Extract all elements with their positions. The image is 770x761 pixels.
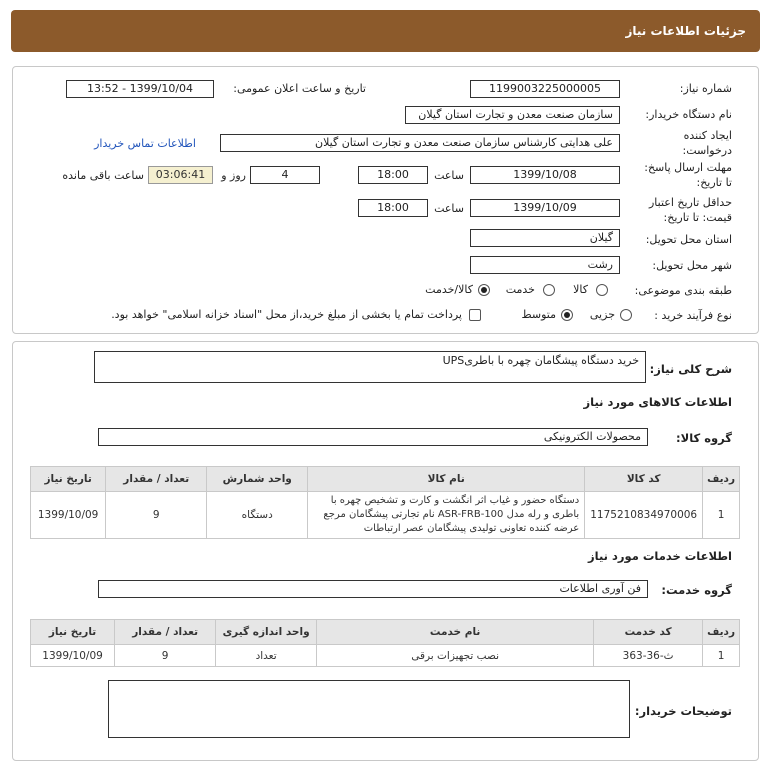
city-field: رشت [470, 256, 620, 274]
goods-table [30, 466, 740, 539]
services-cell-code: ث-36-363 [594, 645, 703, 667]
goods-cell-qty: 9 [106, 492, 207, 539]
reply-date-field: 1399/10/08 [470, 166, 620, 184]
creator-field: علی هدایتی کارشناس سازمان صنعت معدن و تجارت استان گیلان [220, 134, 620, 152]
services-col-row: ردیف [703, 620, 740, 645]
province-field: گیلان [470, 229, 620, 247]
services-cell-row: 1 [703, 645, 740, 667]
category-option-goods: کالا [573, 283, 588, 296]
treasury-payment-checkbox[interactable] [469, 309, 481, 321]
services-group-label: گروه خدمت: [661, 583, 732, 597]
services-col-unit: واحد اندازه گیری [216, 620, 317, 645]
services-group-field: فن آوری اطلاعات [98, 580, 648, 598]
validity-label-2: قیمت: تا تاریخ: [663, 211, 732, 224]
goods-col-date: تاریخ نیاز [31, 467, 106, 492]
city-label: شهر محل تحویل: [652, 259, 732, 272]
process-radio-medium[interactable] [561, 309, 573, 321]
category-radio-goods-service[interactable] [478, 284, 490, 296]
category-radio-service[interactable] [543, 284, 555, 296]
goods-cell-date: 1399/10/09 [31, 492, 106, 539]
days-label: روز و [221, 169, 246, 182]
remaining-time-field: 03:06:41 [148, 166, 213, 184]
summary-label: شرح کلی نیاز: [649, 362, 732, 376]
page-title: جزئیات اطلاعات نیاز [11, 10, 760, 52]
services-col-name: نام خدمت [317, 620, 594, 645]
process-radio-minor[interactable] [620, 309, 632, 321]
treasury-payment-note: پرداخت تمام یا بخشی از مبلغ خرید،از محل "اسناد خزانه اسلامی" خواهد بود. [111, 308, 462, 321]
services-col-code: کد خدمت [594, 620, 703, 645]
category-option-service: خدمت [505, 283, 535, 296]
buyer-contact-link[interactable]: اطلاعات تماس خریدار [94, 137, 196, 150]
goods-cell-row: 1 [703, 492, 740, 539]
validity-time-field: 18:00 [358, 199, 428, 217]
category-option-goods-service: کالا/خدمت [425, 283, 473, 296]
table-row [31, 492, 740, 539]
table-row [31, 645, 740, 667]
buyer-notes-label: توضیحات خریدار: [634, 704, 732, 718]
need-number-label: شماره نیاز: [679, 82, 732, 95]
announce-field: 1399/10/04 - 13:52 [66, 80, 214, 98]
goods-col-qty: تعداد / مقدار [106, 467, 207, 492]
creator-label-1: ایجاد کننده [683, 129, 732, 142]
process-label: نوع فرآیند خرید : [654, 309, 732, 322]
process-option-minor: جزیی [589, 308, 615, 321]
services-cell-date: 1399/10/09 [31, 645, 115, 667]
services-section-title: اطلاعات خدمات مورد نیاز [588, 549, 732, 563]
goods-col-unit: واحد شمارش [207, 467, 308, 492]
buyer-org-field: سازمان صنعت معدن و تجارت استان گیلان [405, 106, 620, 124]
creator-label-2: درخواست: [682, 144, 732, 157]
goods-group-label: گروه کالا: [676, 431, 732, 445]
services-cell-name: نصب تجهیزات برقی [317, 645, 594, 667]
goods-cell-name: دستگاه حضور و غیاب اثر انگشت و کارت و تشخیص چهره با باطری و رله مدل ASR-FRB-100 نام تجارتی پیشگامان مرجع عرضه کننده تعاونی تولیدی پیشگامان عصر ارتباطات [308, 492, 585, 539]
services-table [30, 619, 740, 667]
announce-label: تاریخ و ساعت اعلان عمومی: [233, 82, 366, 95]
goods-col-row: ردیف [703, 467, 740, 492]
category-radio-goods[interactable] [596, 284, 608, 296]
validity-date-field: 1399/10/09 [470, 199, 620, 217]
services-table-header [31, 620, 740, 645]
goods-table-header [31, 467, 740, 492]
validity-time-label: ساعت [434, 202, 464, 215]
services-cell-unit: تعداد [216, 645, 317, 667]
remaining-time-label: ساعت باقی مانده [62, 169, 144, 182]
services-col-date: تاریخ نیاز [31, 620, 115, 645]
process-option-medium: متوسط [521, 308, 556, 321]
goods-col-code: کد کالا [585, 467, 703, 492]
reply-deadline-label-2: تا تاریخ: [696, 176, 732, 189]
goods-cell-code: 1175210834970006 [585, 492, 703, 539]
reply-deadline-label-1: مهلت ارسال پاسخ: [644, 161, 732, 174]
goods-section-title: اطلاعات کالاهای مورد نیاز [583, 395, 732, 409]
buyer-org-label: نام دستگاه خریدار: [645, 108, 732, 121]
services-cell-qty: 9 [115, 645, 216, 667]
province-label: استان محل تحویل: [645, 233, 732, 246]
validity-label-1: حداقل تاریخ اعتبار [648, 196, 732, 209]
days-field: 4 [250, 166, 320, 184]
reply-time-label: ساعت [434, 169, 464, 182]
goods-cell-unit: دستگاه [207, 492, 308, 539]
reply-time-field: 18:00 [358, 166, 428, 184]
buyer-notes-field [108, 680, 630, 738]
need-number-field: 1199003225000005 [470, 80, 620, 98]
services-col-qty: تعداد / مقدار [115, 620, 216, 645]
category-label: طبقه بندی موضوعی: [634, 284, 732, 297]
summary-field: خرید دستگاه پیشگامان چهره با باطریUPS [94, 351, 646, 383]
goods-group-field: محصولات الکترونیکی [98, 428, 648, 446]
goods-col-name: نام کالا [308, 467, 585, 492]
